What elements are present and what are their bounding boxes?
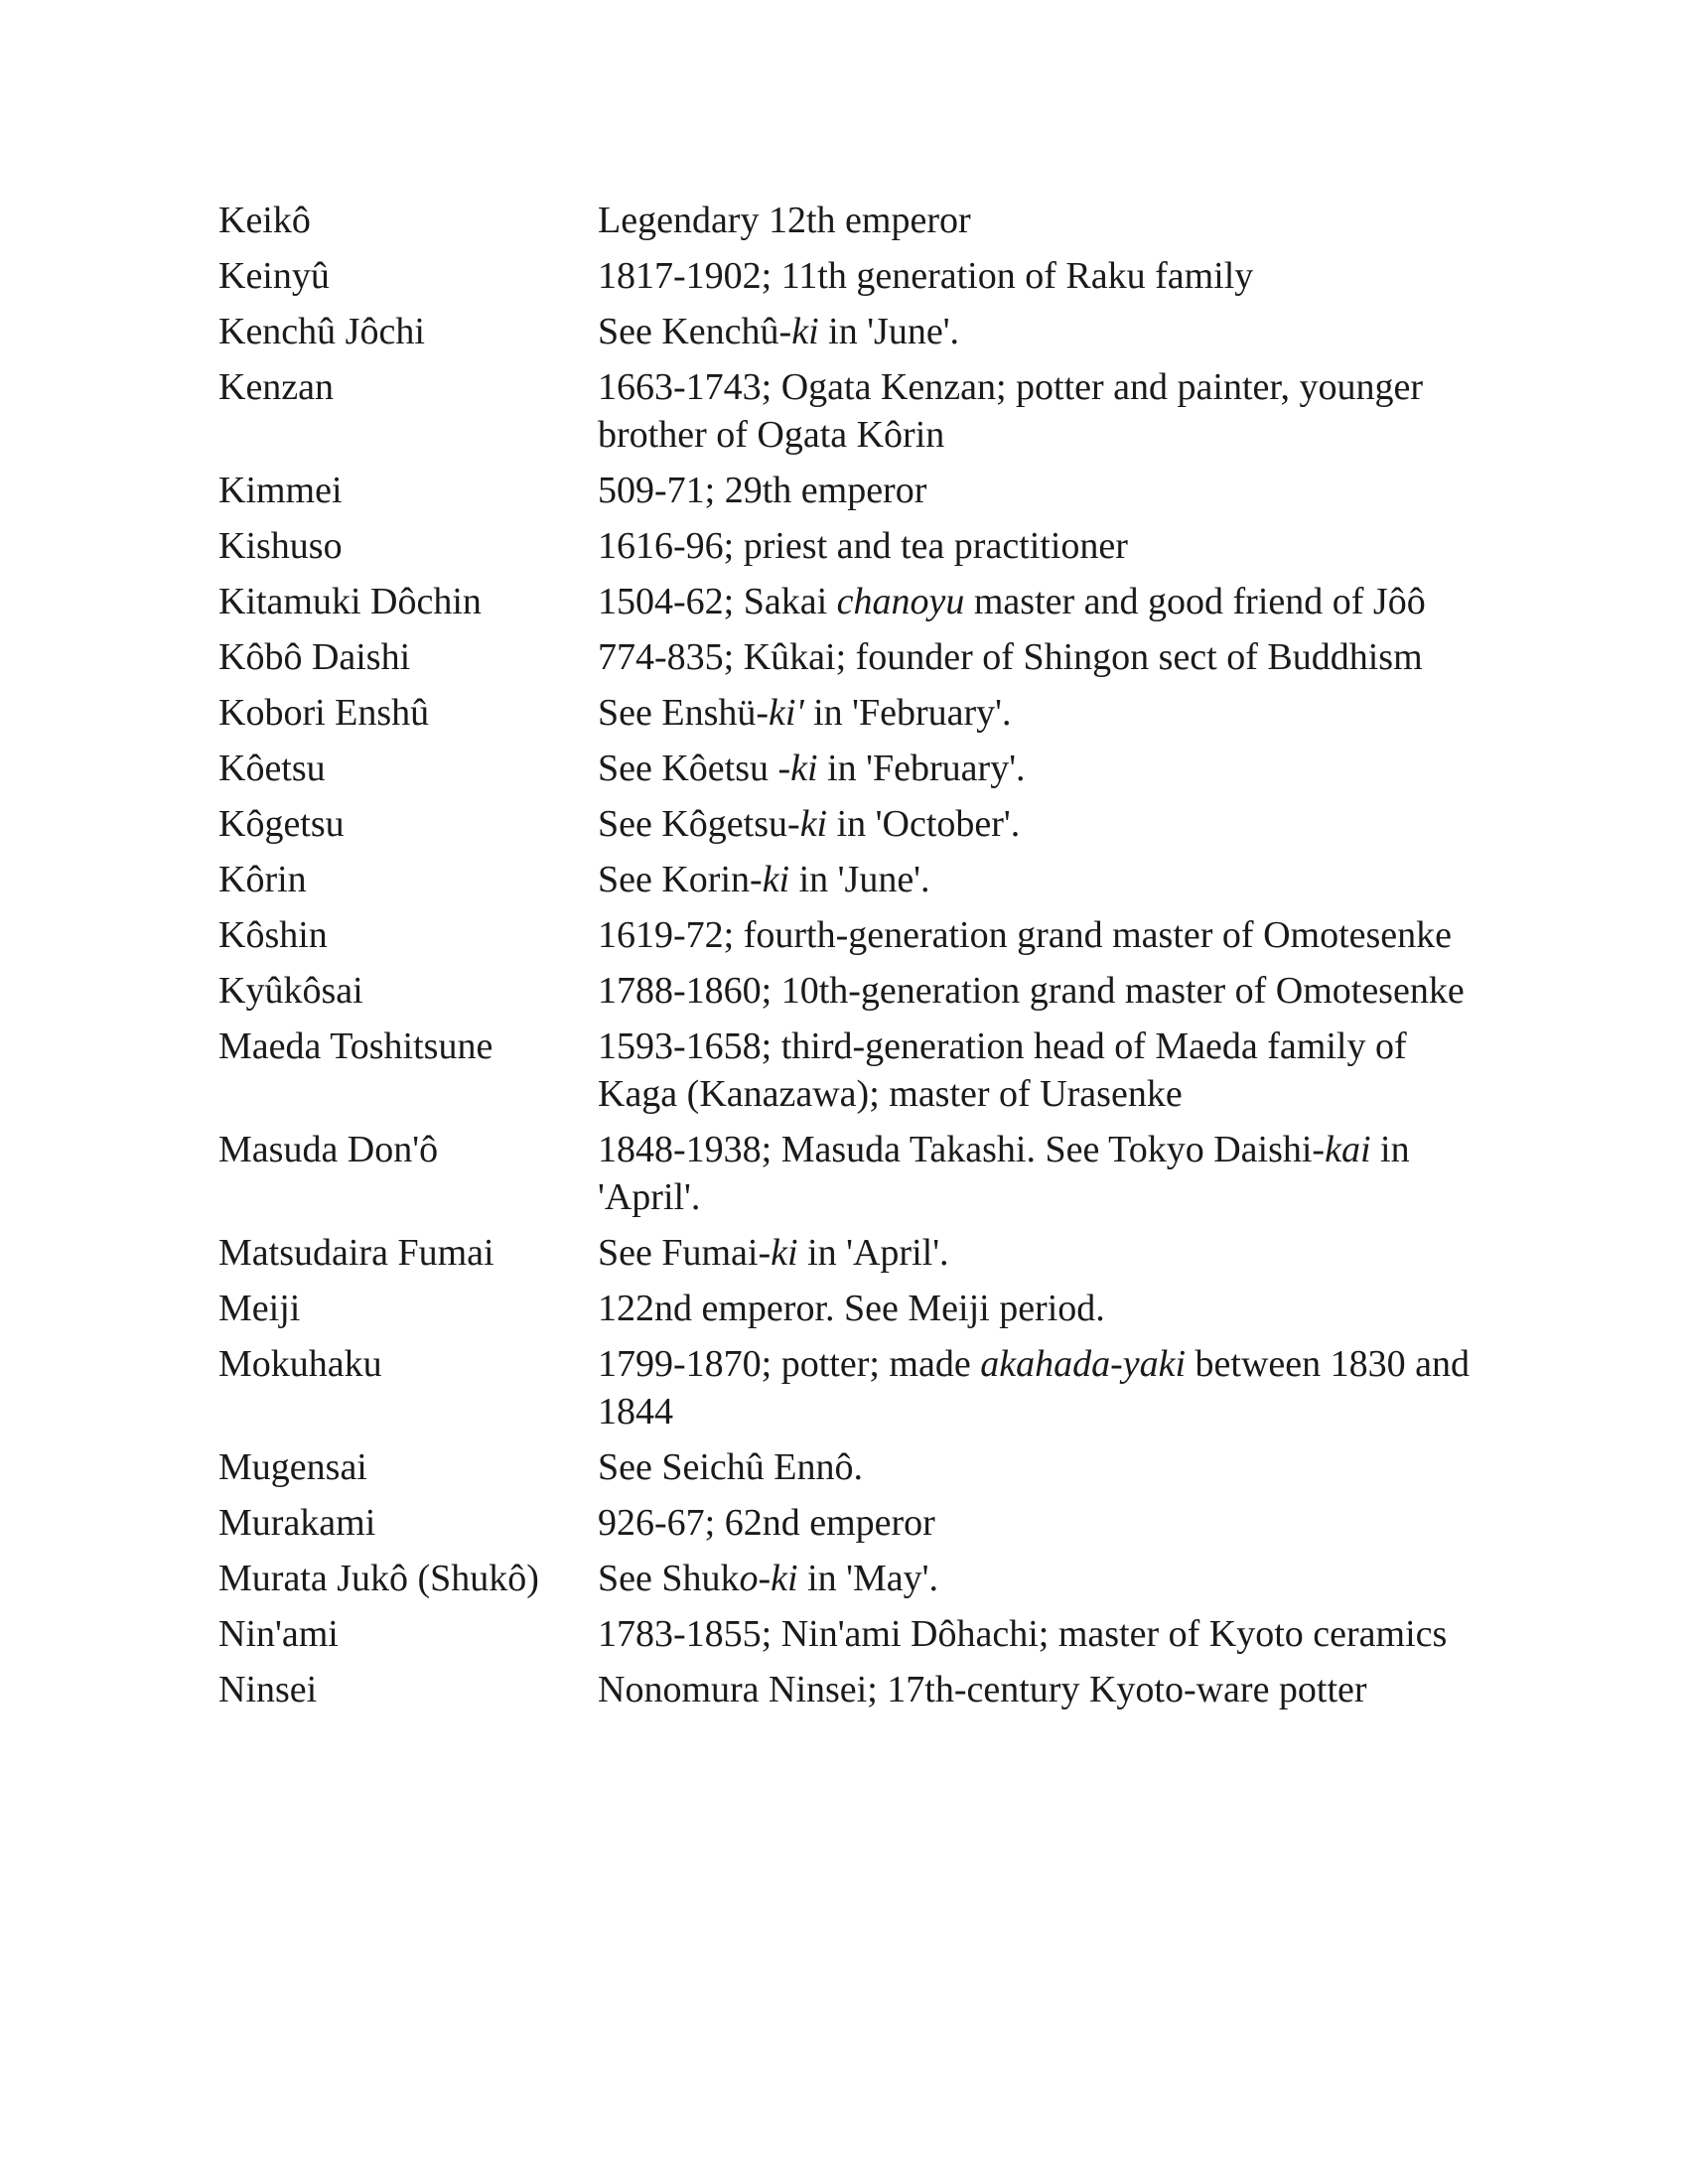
description-text: See Korin-: [598, 859, 763, 900]
glossary-entry: [218, 363, 1470, 459]
entry-name: Mugensai: [218, 1446, 367, 1488]
glossary-entry: [218, 578, 1470, 625]
description-italic-text: ki: [791, 311, 819, 352]
glossary-entry: [218, 1666, 1470, 1713]
description-text: Legendary 12th emperor: [598, 200, 971, 241]
entry-name: Masuda Don'ô: [218, 1129, 439, 1170]
glossary-entry: [218, 911, 1470, 959]
entry-name: Kitamuki Dôchin: [218, 581, 482, 622]
glossary-entry: [218, 856, 1470, 903]
glossary-entry: [218, 197, 1470, 244]
glossary-entry: [218, 745, 1470, 792]
entry-name: Kobori Enshû: [218, 692, 430, 734]
glossary-entry: [218, 467, 1470, 514]
entry-description: [598, 197, 1470, 244]
entry-name: Murata Jukô (Shukô): [218, 1558, 539, 1599]
glossary-entry: [218, 308, 1470, 355]
entry-name: Kimmei: [218, 470, 343, 511]
glossary-entry: [218, 689, 1470, 737]
description-text: in 'April'.: [797, 1232, 949, 1274]
entry-description: [598, 363, 1470, 459]
entry-name: Kenchû Jôchi: [218, 311, 425, 352]
description-text: 1788-1860; 10th-generation grand master of Omotesenke: [598, 970, 1465, 1012]
glossary-entry: [218, 800, 1470, 848]
description-text: 1616-96; priest and tea practitioner: [598, 525, 1128, 567]
description-italic-text: ki: [771, 1232, 798, 1274]
description-text: 122nd emperor. See Meiji period.: [598, 1288, 1105, 1329]
glossary-entry: [218, 1285, 1470, 1332]
description-text: See Enshü-: [598, 692, 770, 734]
entry-name: Murakami: [218, 1502, 376, 1544]
entry-name: Keikô: [218, 200, 311, 241]
description-text: See Kenchû-: [598, 311, 792, 352]
description-text: 1663-1743; Ogata Kenzan; potter and painter, younger brother of Ogata Kôrin: [598, 366, 1433, 456]
description-italic-text: -ki: [777, 748, 818, 789]
description-text: See Seichû Ennô.: [598, 1446, 864, 1488]
entry-name: Keinyû: [218, 255, 330, 297]
entry-description: [598, 578, 1470, 625]
description-text: in 'April'.: [598, 1129, 1420, 1218]
entry-description: [598, 633, 1470, 681]
glossary-entry: [218, 633, 1470, 681]
description-text: master and good friend of Jôô: [964, 581, 1426, 622]
entry-description: [598, 911, 1470, 959]
description-text: in 'May'.: [797, 1558, 938, 1599]
description-text: in 'June'.: [789, 859, 930, 900]
entry-description: [598, 1610, 1470, 1658]
entry-name: Kenzan: [218, 366, 335, 408]
glossary-entry: [218, 522, 1470, 570]
glossary-entry: [218, 1443, 1470, 1491]
entry-description: [598, 856, 1470, 903]
entry-description: [598, 1285, 1470, 1332]
description-text: 926-67; 62nd emperor: [598, 1502, 935, 1544]
description-text: 1799-1870; potter; made: [598, 1343, 981, 1385]
entry-description: [598, 967, 1470, 1015]
entry-description: [598, 1229, 1470, 1277]
description-text: in 'October'.: [827, 803, 1021, 845]
description-italic-text: ki: [799, 803, 828, 845]
entry-name: Kôetsu: [218, 748, 326, 789]
description-text: 774-835; Kûkai; founder of Shingon sect of Buddhism: [598, 636, 1423, 678]
entry-description: [598, 1023, 1470, 1118]
description-text: See Fumai-: [598, 1232, 772, 1274]
description-text: 509-71; 29th emperor: [598, 470, 927, 511]
entry-description: [598, 689, 1470, 737]
entry-name: Kyûkôsai: [218, 970, 363, 1012]
glossary-entry: [218, 1610, 1470, 1658]
description-text: in 'February'.: [803, 692, 1012, 734]
description-text: in 'February'.: [817, 748, 1026, 789]
description-text: between 1830 and 1844: [598, 1343, 1479, 1433]
entry-name: Meiji: [218, 1288, 301, 1329]
entry-name: Kôbô Daishi: [218, 636, 411, 678]
entry-name: Maeda Toshitsune: [218, 1025, 493, 1067]
glossary-entry: [218, 252, 1470, 300]
description-text: 1783-1855; Nin'ami Dôhachi; master of Kyoto ceramics: [598, 1613, 1448, 1655]
entry-name: Nin'ami: [218, 1613, 339, 1655]
description-text: 1848-1938; Masuda Takashi. See Tokyo Daishi-: [598, 1129, 1326, 1170]
entry-name: Kishuso: [218, 525, 343, 567]
entry-description: [598, 1340, 1479, 1435]
entry-description: [598, 745, 1470, 792]
description-text: in 'June'.: [818, 311, 960, 352]
description-text: See Kôgetsu-: [598, 803, 800, 845]
entry-name: Ninsei: [218, 1669, 318, 1710]
description-italic-text: akahada-yaki: [980, 1343, 1187, 1385]
entry-description: [598, 1666, 1470, 1713]
entry-description: [598, 1443, 1470, 1491]
description-text: 1817-1902; 11th generation of Raku family: [598, 255, 1254, 297]
entry-name: Kôshin: [218, 914, 328, 956]
entry-description: [598, 1555, 1470, 1602]
description-text: 1619-72; fourth-generation grand master of Omotesenke: [598, 914, 1453, 956]
description-text: 1593-1658; third-generation head of Maeda family of Kaga (Kanazawa); master of Urasenke: [598, 1025, 1417, 1115]
entry-description: [598, 467, 1470, 514]
entry-name: Mokuhaku: [218, 1343, 382, 1385]
entry-description: [598, 522, 1470, 570]
glossary-entry: [218, 1555, 1470, 1602]
entry-description: [598, 308, 1470, 355]
glossary-entry: [218, 967, 1470, 1015]
glossary-entry: [218, 1340, 1479, 1435]
entry-name: Kôgetsu: [218, 803, 345, 845]
entry-description: [598, 1126, 1470, 1221]
glossary-entry: [218, 1229, 1470, 1277]
description-italic-text: chanoyu: [836, 581, 965, 622]
description-text: 1504-62; Sakai: [598, 581, 837, 622]
description-italic-text: ki: [762, 859, 790, 900]
glossary-entry: [218, 1499, 1470, 1547]
entry-name: Matsudaira Fumai: [218, 1232, 494, 1274]
description-italic-text: ki': [769, 692, 804, 734]
description-italic-text: kai: [1325, 1129, 1371, 1170]
glossary-table: [218, 197, 1479, 1721]
glossary-entry: [218, 1023, 1470, 1118]
description-text: See Kôetsu: [598, 748, 778, 789]
entry-description: [598, 252, 1470, 300]
entry-name: Kôrin: [218, 859, 307, 900]
entry-description: [598, 1499, 1470, 1547]
glossary-entry: [218, 1126, 1470, 1221]
description-text: Nonomura Ninsei; 17th-century Kyoto-ware potter: [598, 1669, 1367, 1710]
description-italic-text: o-ki: [739, 1558, 798, 1599]
description-text: See Shuk: [598, 1558, 740, 1599]
entry-description: [598, 800, 1470, 848]
